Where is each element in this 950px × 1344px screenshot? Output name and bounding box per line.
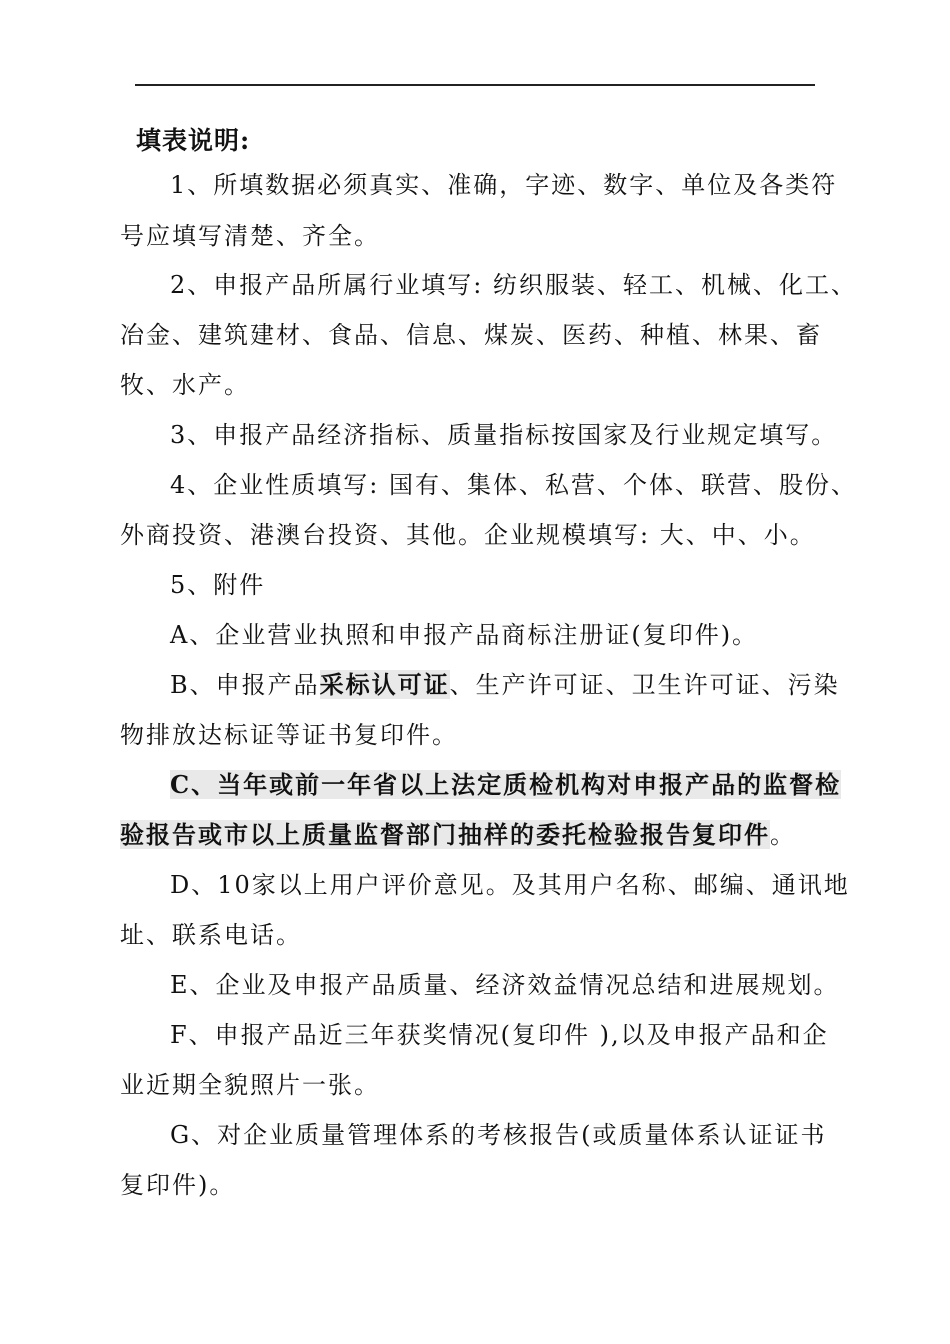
item-2-line-2: 冶金、建筑建材、食品、信息、煤炭、医药、种植、林果、畜 [120,321,822,349]
header-rule [135,84,815,86]
attachment-b-prefix: B、申报产品 [170,671,320,699]
attachment-f-line-2: 业近期全貌照片一张。 [120,1071,380,1099]
item-3-line-1: 3、申报产品经济指标、质量指标按国家及行业规定填写。 [170,421,838,449]
attachment-d-line-2: 址、联系电话。 [120,921,302,949]
attachment-a: A、企业营业执照和申报产品商标注册证(复印件)。 [170,621,759,649]
item-1-line-1: 1、所填数据必须真实、准确，字迹、数字、单位及各类符 [170,171,838,199]
attachment-b-line-2: 物排放达标证等证书复印件。 [120,721,458,749]
attachment-f-line-1: F、申报产品近三年获奖情况(复印件 ),以及申报产品和企 [170,1021,829,1049]
page-title: 填表说明: [136,126,251,155]
attachment-g-line-1: G、对企业质量管理体系的考核报告(或质量体系认证证书 [170,1121,827,1149]
attachment-g-line-2: 复印件)。 [120,1171,236,1199]
attachment-d-line-1: D、10家以上用户评价意见。及其用户名称、邮编、通讯地 [170,871,850,899]
attachment-c-line-2 [120,818,845,852]
attachment-b-line-1 [170,668,845,702]
attachment-c-line-1 [170,768,845,802]
attachment-c-highlight-2: 验报告或市以上质量监督部门抽样的委托检验报告复印件 [120,820,770,849]
attachment-c-end: 。 [770,821,796,849]
attachment-b-suffix: 、生产许可证、卫生许可证、污染 [449,671,840,699]
item-2-line-3: 牧、水产。 [120,371,250,399]
attachment-e: E、企业及申报产品质量、经济效益情况总结和进展规划。 [170,971,840,999]
item-4-line-1: 4、企业性质填写: 国有、集体、私营、个体、联营、股份、 [170,471,857,499]
item-5-heading: 5、附件 [170,571,266,599]
attachment-b-highlight: 采标认可证 [319,670,450,699]
item-1-line-2: 号应填写清楚、齐全。 [120,222,380,250]
attachment-c-highlight-1: C、当年或前一年省以上法定质检机构对申报产品的监督检 [170,770,842,799]
item-2-line-1: 2、申报产品所属行业填写: 纺织服装、轻工、机械、化工、 [170,271,857,299]
item-4-line-2: 外商投资、港澳台投资、其他。企业规模填写: 大、中、小。 [120,521,816,549]
